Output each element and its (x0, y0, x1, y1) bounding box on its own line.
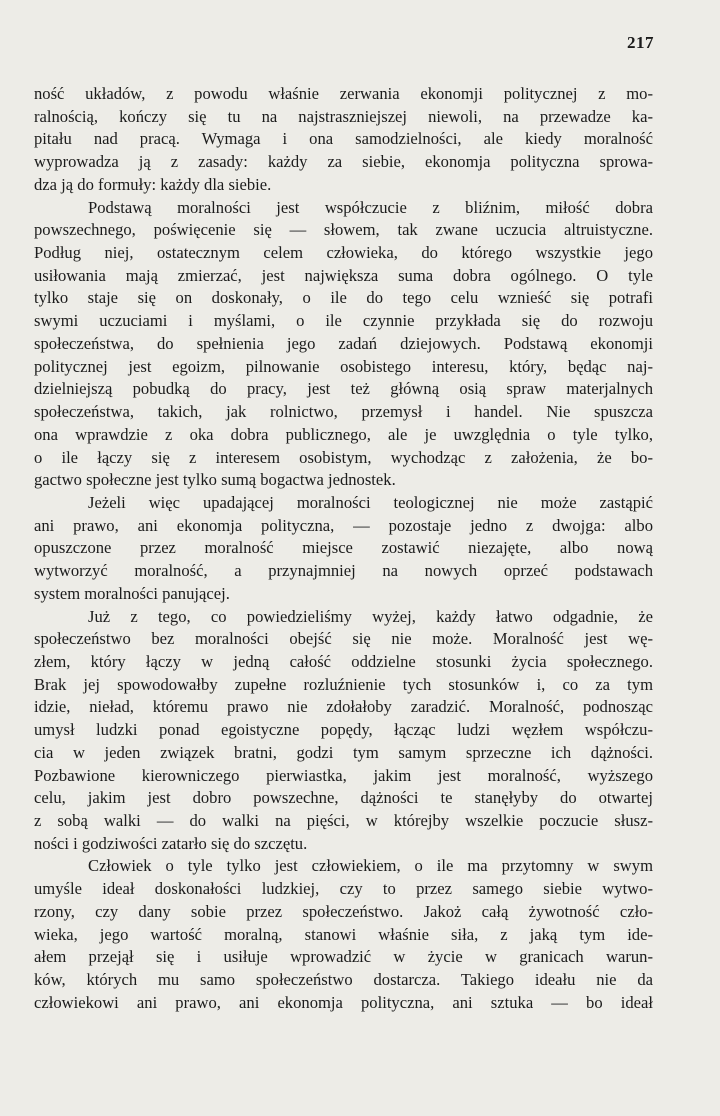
text-line: społeczeństwo bez moralności obejść się nie może. Moralność jest wę- (34, 629, 653, 649)
text-line: tylko staje się on doskonały, o ile do tego celu wznieść się potrafi (34, 288, 653, 308)
text-line: opuszczone przez moralność miejsce zostawić niezajęte, albo nową (34, 538, 653, 558)
text-line: ralnością, kończy się tu na najstraszniejszej niewoli, na przewadze ka- (34, 106, 653, 126)
text-line: politycznej jest egoizm, pilnowanie osobistego interesu, który, będąc naj- (34, 356, 653, 376)
text-line: dzielniejszą pobudką do pracy, jest też główną osią spraw materjalnych (34, 379, 653, 399)
text-line: usiłowania mają zmierzać, jest największa suma dobra ogólnego. O tyle (34, 265, 653, 285)
text-line: gactwo społeczne jest tylko sumą bogactwa jednostek. (34, 470, 396, 490)
text-line: Człowiek o tyle tylko jest człowiekiem, o ile ma przytomny w swym (88, 856, 653, 876)
text-line: celu, jakim jest dobro powszechne, dążności te stanęłyby do otwartej (34, 788, 653, 808)
text-line: umyśle ideał doskonałości ludzkiej, czy to przez samego siebie wytwo- (34, 879, 653, 899)
text-line: ani prawo, ani ekonomja polityczna, — pozostaje jedno z dwojga: albo (34, 515, 653, 535)
text-line: z sobą walki — do walki na pięści, w którejby wszelkie poczucie słusz- (34, 811, 653, 830)
text-line: Pozbawione kierowniczego pierwiastka, jakim jest moralność, wyższego (34, 765, 653, 785)
page-number: 217 (627, 33, 654, 52)
text-line: Jeżeli więc upadającej moralności teologicznej nie może zastąpić (88, 492, 653, 512)
text-line: system moralności panującej. (34, 583, 230, 603)
text-line: cia w jeden związek bratni, godzi tym samym sprzeczne ich dążności. (34, 742, 653, 762)
text-line: społeczeństwa, takich, jak rolnictwo, przemysł i handel. Nie spuszcza (34, 402, 653, 422)
text-line: Brak jej spowodowałby zupełne rozluźnienie tych stosunków i, co za tym (34, 674, 653, 694)
text-line: o ile łączy się z interesem osobistym, wychodząc z założenia, że bo- (34, 447, 653, 467)
text-line: społeczeństwa, do spełnienia jego zadań dziejowych. Podstawą ekonomji (34, 333, 653, 353)
text-line: człowiekowi ani prawo, ani ekonomja polityczna, ani sztuka — bo ideał (34, 992, 653, 1012)
text-line: ków, których mu samo społeczeństwo dostarcza. Takiego ideału nie da (34, 970, 653, 990)
text-line: Podstawą moralności jest współczucie z bliźnim, miłość dobra (88, 197, 653, 217)
text-line: wieka, jego wartość moralną, stanowi właśnie siła, z jaką tym ide- (34, 924, 653, 944)
text-line: Już z tego, co powiedzieliśmy wyżej, każdy łatwo odgadnie, że (88, 606, 653, 626)
text-line: rzony, czy dany sobie przez społeczeństwo. Jakoż całą żywotność czło- (34, 901, 653, 921)
text-line: pitału nad pracą. Wymaga i ona samodzielności, ale kiedy moralność (34, 129, 653, 149)
text-line: Podług niej, ostatecznym celem człowieka, do którego wszystkie jego (34, 243, 653, 263)
body-text (34, 83, 653, 1014)
text-line: powszechnego, poświęcenie się — słowem, tak zwane uczucia altruistyczne. (34, 220, 653, 240)
text-line: umysł ludzki ponad egoistyczne popędy, łącząc ludzi węzłem współczu- (34, 720, 653, 740)
text-line: idzie, nieład, któremu prawo nie zdołałoby zaradzić. Moralność, podnosząc (34, 697, 653, 717)
text-line: ności i godziwości zatarło się do szczętu. (34, 833, 308, 853)
text-line: swymi uczuciami i myślami, o ile czynnie przykłada się do rozwoju (34, 311, 653, 331)
text-line: złem, który łączy w jedną całość oddzielne stosunki życia społecznego. (34, 651, 653, 671)
text-line: wytworzyć moralność, a przynajmniej na nowych oprzeć podstawach (34, 561, 653, 581)
text-line: dza ją do formuły: każdy dla siebie. (34, 174, 272, 194)
text-line: wyprowadza ją z zasady: każdy za siebie, ekonomja polityczna sprowa- (34, 152, 653, 172)
text-line: ona wprawdzie z oka dobra publicznego, ale je uwzględnia o tyle tylko, (34, 424, 653, 444)
text-line: ność układów, z powodu właśnie zerwania ekonomji politycznej z mo- (34, 84, 653, 103)
text-line: ałem przejął się i usiłuje wprowadzić w życie w granicach warun- (34, 947, 653, 967)
